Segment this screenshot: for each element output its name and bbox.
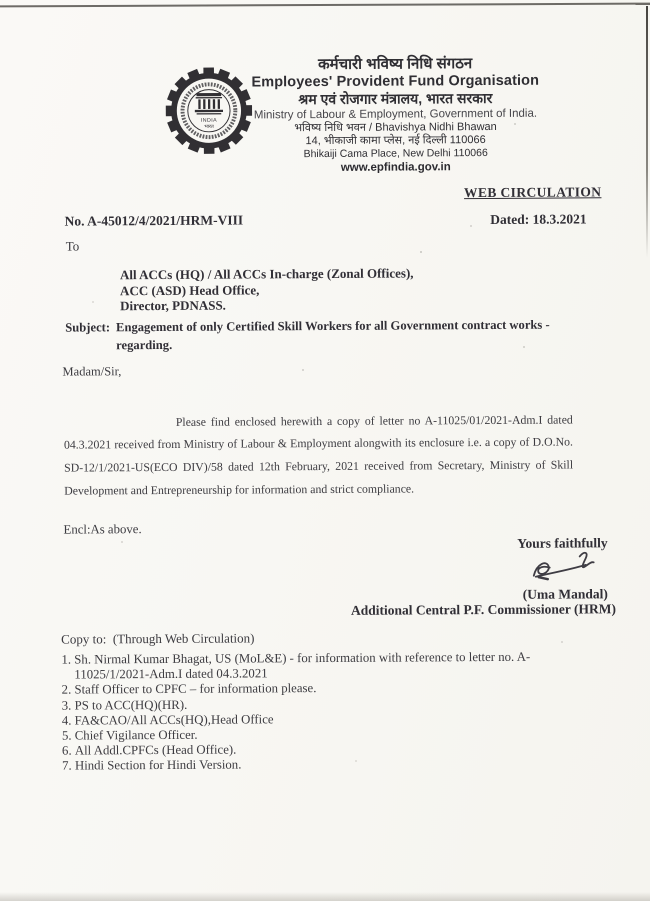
- reference-number: No. A-45012/4/2021/HRM-VIII: [64, 212, 244, 229]
- letterhead: [183, 54, 609, 176]
- address-hindi: 14, भीकाजी कामा प्लेस, नई दिल्ली 110066: [305, 134, 486, 148]
- website-url: www.epfindia.gov.in: [340, 161, 451, 174]
- body-paragraph: Please find enclosed herewith a copy of letter no A-11025/01/2021-Adm.I dated 04.3.2021 received from Ministry of Labour & Employment alongwith its enclosure i.e. a copy of D.O.No. SD-12/1/2021-US(ECO DIV)/58 dated 12th February, 2021 received from Secretary, Ministry of Skill Development and Entrepreneurship for information and strict compliance.: [63, 412, 574, 498]
- copy-to-list: [39, 649, 597, 774]
- copy-to-item: 5. Chief Vigilance Officer.: [75, 725, 597, 743]
- subject-line2: regarding.: [116, 337, 173, 352]
- addressee-line: ACC (ASD) Head Office,: [119, 281, 260, 298]
- emblem-caption-hi: भारत: [204, 124, 214, 130]
- copy-to-item: 1. Sh. Nirmal Kumar Bhagat, US (MoL&E) - for information with reference to letter no. A-11025/1/2021-Adm.I dated 04.3.2021: [74, 649, 596, 683]
- building-name: भविष्य निधि भवन / Bhavishya Nidhi Bhawan: [294, 120, 497, 135]
- addressee-block: [120, 265, 414, 313]
- closing-phrase: Yours faithfully: [517, 535, 608, 551]
- copy-to-item: 4. FA&CAO/All ACCs(HQ),Head Office: [75, 710, 597, 728]
- enclosure-note: Encl:As above.: [63, 522, 142, 537]
- to-label: To: [65, 238, 80, 254]
- copy-to-item: 3. PS to ACC(HQ)(HR).: [75, 695, 597, 713]
- signatory-name: (Uma Mandal): [522, 586, 608, 602]
- copy-to-label: Copy to: (Through Web Circulation): [61, 630, 255, 647]
- ministry-name-hindi: श्रम एवं रोजगार मंत्रालय, भारत सरकार: [298, 89, 493, 108]
- ministry-name-english: Ministry of Labour & Employment, Government of India.: [253, 107, 538, 122]
- letter-date: Dated: 18.3.2021: [490, 211, 587, 227]
- web-circulation-heading: WEB CIRCULATION: [463, 184, 602, 201]
- copy-to-item: 2. Staff Officer to CPFC – for information please.: [74, 680, 596, 698]
- copy-to-item: 6. All Addl.CPFCs (Head Office).: [75, 741, 597, 759]
- salutation: Madam/Sir,: [62, 364, 122, 379]
- signatory-designation: Additional Central P.F. Commissioner (HRM): [350, 601, 617, 618]
- subject-text: [116, 316, 588, 354]
- addressee-line: Director, PDNASS.: [120, 297, 226, 314]
- addressee-line: All ACCs (HQ) / All ACCs In-charge (Zonal Offices),: [119, 265, 414, 283]
- org-name-english: Employees' Provident Fund Organisation: [251, 72, 540, 91]
- subject-block: [65, 316, 588, 354]
- org-name-hindi: कर्मचारी भविष्य निधि संगठन: [317, 55, 473, 74]
- handwritten-signature: [527, 549, 599, 589]
- subject-label: Subject:: [65, 320, 111, 335]
- subject-line1: Engagement of only Certified Skill Workers for all Government contract works -: [115, 317, 550, 335]
- emblem-caption-en: INDIA: [200, 117, 218, 124]
- address-english: Bhikaiji Cama Place, New Delhi 110066: [303, 147, 488, 161]
- scan-bottom-shading: [0, 892, 650, 901]
- copy-to-item: 7. Hindi Section for Hindi Version.: [75, 756, 597, 774]
